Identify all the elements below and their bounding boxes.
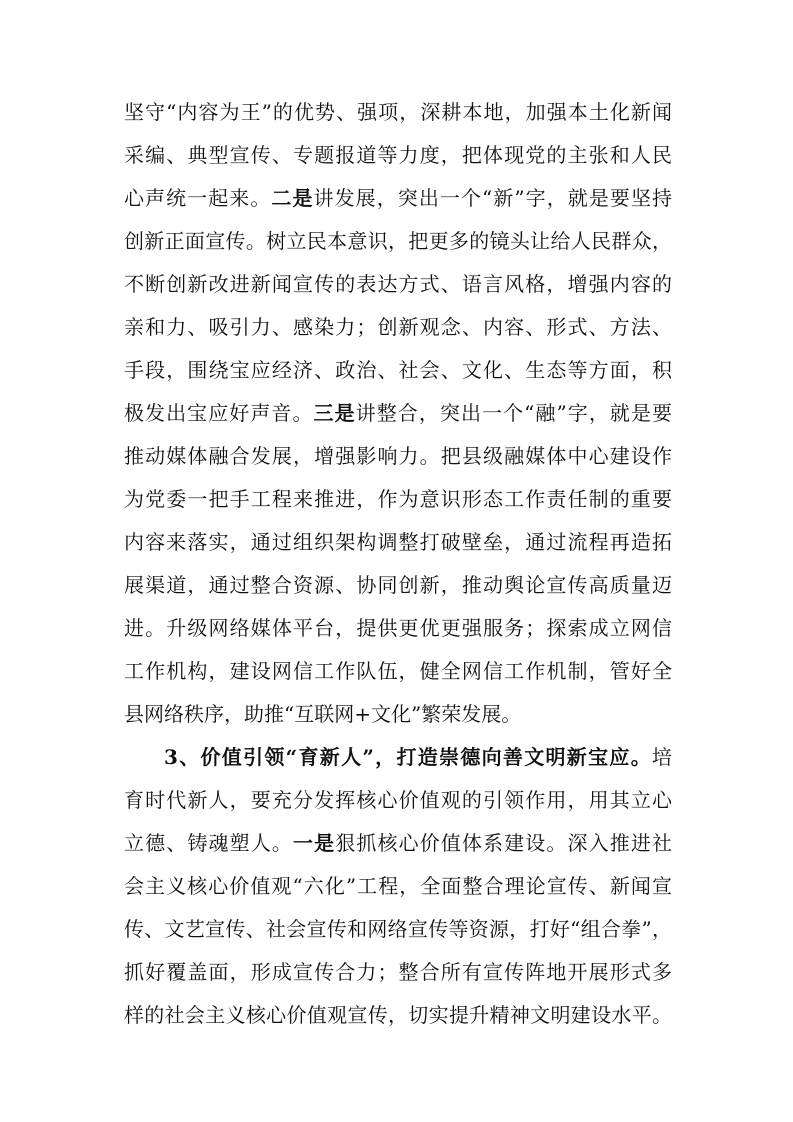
text-run-bold: 一是 (292, 831, 336, 855)
text-run: 采编、典型宣传、专题报道等力度，把体现党的主张和人民 (124, 143, 672, 167)
text-run: 创新正面宣传。树立民本意识，把更多的镜头让给人民群众， (124, 229, 672, 253)
text-line (124, 613, 672, 643)
text-line (124, 527, 672, 557)
text-run: 传、文艺宣传、社会宣传和网络宣传等资源，打好“组合拳”， (124, 917, 672, 941)
text-line (124, 97, 672, 127)
text-run: 进。升级网络媒体平台，提供更优更强服务；探索成立网信 (124, 616, 672, 640)
text-run: 坚守“内容为王”的优势、强项，深耕本地，加强本土化新闻 (124, 100, 672, 124)
text-run: 工作机构，建设网信工作队伍，健全网信工作机制，管好全 (124, 659, 672, 683)
text-line (124, 957, 672, 987)
text-run: 育时代新人，要充分发挥核心价值观的引领作用，用其立心 (124, 788, 672, 812)
text-line (124, 785, 672, 815)
text-line (124, 269, 672, 299)
text-run: 样的社会主义核心价值观宣传，切实提升精神文明建设水平。 (124, 1003, 672, 1027)
text-run: 立德、铸魂塑人。 (124, 831, 293, 855)
text-run: 讲发展，突出一个“新”字，就是要坚持 (313, 186, 673, 210)
text-line (124, 355, 672, 385)
text-line (124, 441, 672, 471)
text-line (124, 871, 672, 901)
text-run: 抓好覆盖面，形成宣传合力；整合所有宣传阵地开展形式多 (124, 960, 672, 984)
text-run: 县网络秩序，助推“互联网+文化”繁荣发展。 (124, 702, 522, 726)
text-run: 为党委一把手工程来推进，作为意识形态工作责任制的重要 (124, 487, 672, 511)
text-line (124, 656, 672, 686)
text-run: 极发出宝应好声音。 (124, 401, 314, 425)
text-line (124, 484, 672, 514)
text-line (124, 140, 672, 170)
text-line (124, 226, 672, 256)
section-heading: 3、价值引领“育新人”，打造崇德向善文明新宝应。 (164, 745, 652, 769)
section-heading-line (164, 742, 672, 772)
text-line (124, 914, 672, 944)
text-run: 讲整合，突出一个“融”字，就是要 (355, 401, 673, 425)
text-line (124, 398, 672, 428)
text-line (124, 312, 672, 342)
text-line (124, 1000, 672, 1030)
text-run-bold: 二是 (271, 186, 314, 210)
text-line (124, 183, 672, 213)
text-run: 手段，围绕宝应经济、政治、社会、文化、生态等方面，积 (124, 358, 672, 382)
text-run: 内容来落实，通过组织架构调整打破壁垒，通过流程再造拓 (124, 530, 672, 554)
text-line (124, 570, 672, 600)
text-run: 不断创新改进新闻宣传的表达方式、语言风格，增强内容的 (124, 272, 672, 296)
text-run: 亲和力、吸引力、感染力；创新观念、内容、形式、方法、 (124, 315, 672, 339)
text-run: 推动媒体融合发展，增强影响力。把县级融媒体中心建设作 (124, 444, 672, 468)
text-run-bold: 三是 (313, 401, 356, 425)
text-run: 心声统一起来。 (124, 186, 272, 210)
text-run: 会主义核心价值观“六化”工程，全面整合理论宣传、新闻宣 (124, 874, 672, 898)
text-run: 展渠道，通过整合资源、协同创新，推动舆论宣传高质量迈 (124, 573, 672, 597)
text-line (124, 699, 672, 729)
text-run: 培 (652, 745, 672, 769)
text-line (124, 828, 672, 858)
text-run: 狠抓核心价值体系建设。深入推进社 (335, 831, 673, 855)
